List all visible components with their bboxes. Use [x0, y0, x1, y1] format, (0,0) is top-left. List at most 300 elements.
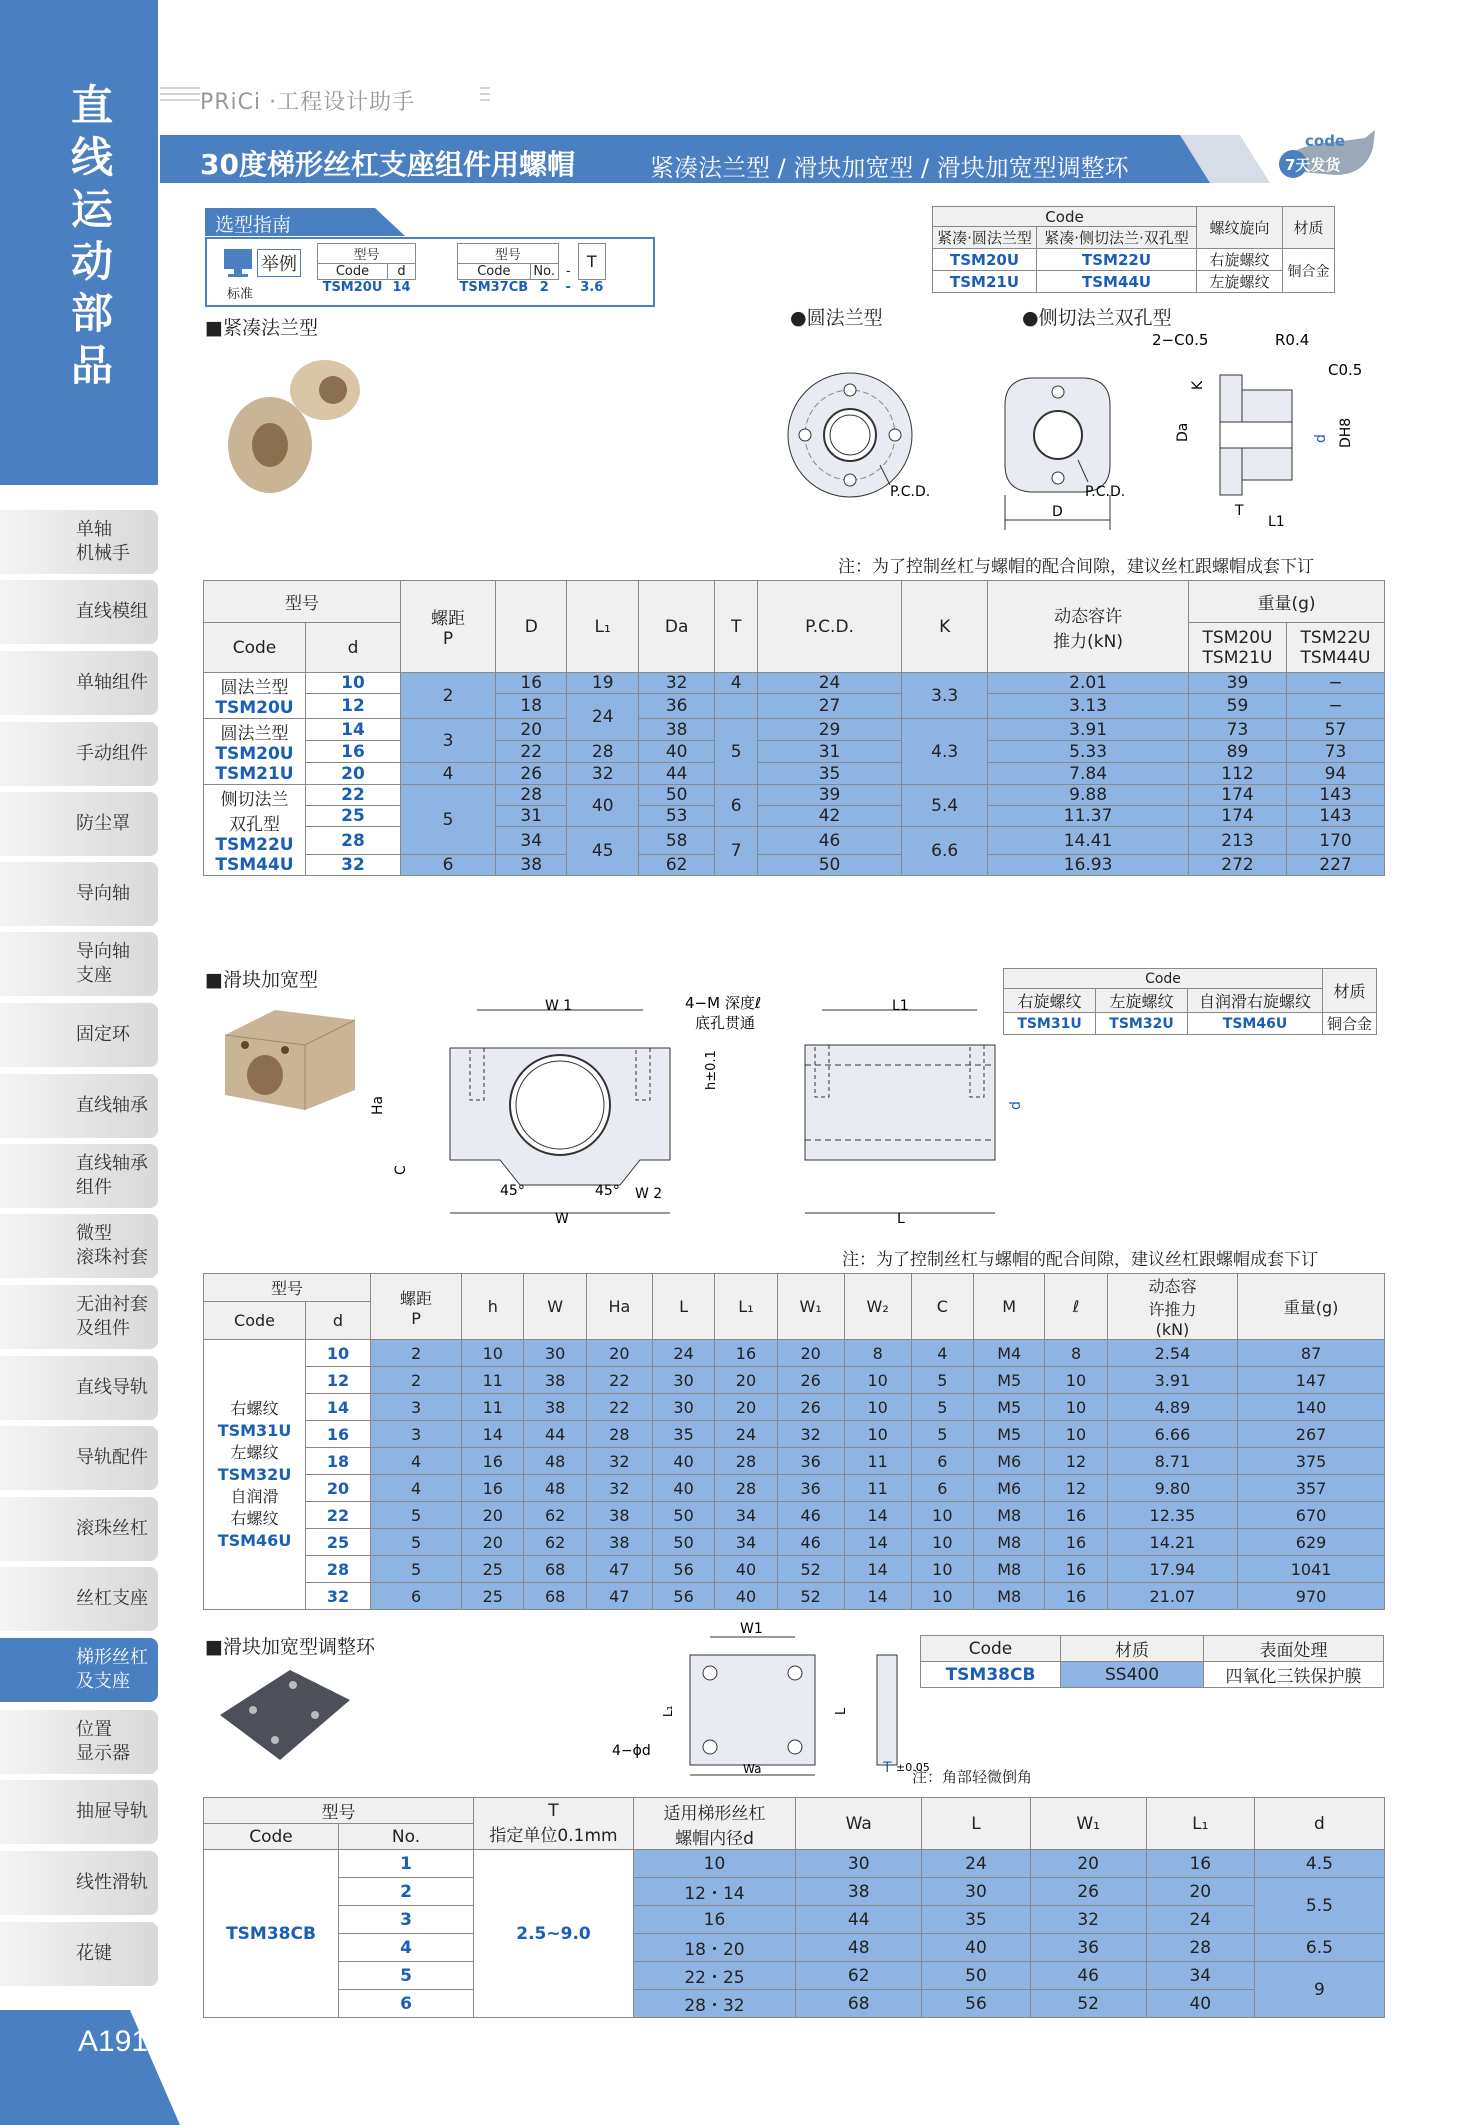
code-table-flange: Code 螺纹旋向 材质 紧凑·圆法兰型 紧凑·侧切法兰·双孔型 TSM20U TSM22U 右旋螺纹 铜合金 TSM21U TSM44U 左旋螺纹 — [932, 206, 1335, 293]
table-cell: 73 — [1287, 741, 1385, 763]
table-cell: 40 — [652, 1448, 714, 1475]
table-cell: 40 — [715, 1556, 777, 1583]
dim-W1c: W1 — [740, 1621, 763, 1637]
table-cell: 89 — [1189, 741, 1287, 763]
monitor-icon — [222, 247, 254, 279]
table-cell: 11 — [462, 1394, 524, 1421]
table-row — [204, 1529, 1385, 1556]
guide-example: 举例 — [257, 249, 301, 277]
table-cell: 36 — [638, 694, 715, 719]
table-cell: 32 — [777, 1421, 844, 1448]
table-cell: 3.3 — [902, 673, 988, 719]
table-cell: 20 — [306, 763, 401, 785]
table-cell: 45 — [567, 827, 638, 876]
table-cell: 44 — [638, 763, 715, 785]
table-cell: 10 — [911, 1502, 973, 1529]
table-cell: 30 — [652, 1394, 714, 1421]
table-cell: 16 — [462, 1475, 524, 1502]
table-row — [204, 855, 1385, 876]
table-cell: 6 — [715, 785, 757, 827]
table-cell: 20 — [1146, 1878, 1254, 1906]
table-row — [204, 1556, 1385, 1583]
table-cell: Code — [204, 1301, 306, 1339]
dim-d: d — [1313, 434, 1329, 443]
table-cell: M4 — [974, 1340, 1045, 1367]
table-cell: 16 — [496, 673, 567, 694]
guide-example-1: 型号 Code d TSM20U 14 — [317, 243, 416, 295]
table-cell: 5 — [371, 1556, 462, 1583]
table-cell: No. — [339, 1824, 474, 1850]
table-row — [204, 1990, 1385, 2018]
table-cell: 14.21 — [1107, 1529, 1237, 1556]
table-cell: 10 — [634, 1850, 796, 1878]
table-cell: 20 — [586, 1340, 652, 1367]
table-cell: W₂ — [844, 1274, 911, 1340]
dim-L1: L1 — [1268, 514, 1285, 530]
table-cell: 16.93 — [988, 855, 1189, 876]
table-cell: 68 — [796, 1990, 922, 2018]
table-cell: Code — [204, 1824, 339, 1850]
table-cell: 圆法兰型 TSM20U TSM21U — [204, 719, 306, 785]
table-cell: d — [1254, 1798, 1384, 1850]
table-cell: 5 — [371, 1502, 462, 1529]
table-cell: 31 — [496, 806, 567, 827]
table-cell: 34 — [715, 1502, 777, 1529]
table-cell: 38 — [796, 1878, 922, 1906]
table-cell: 48 — [524, 1475, 586, 1502]
table-cell: 型号 — [204, 1798, 474, 1824]
table-cell: L₁ — [1146, 1798, 1254, 1850]
table-cell: 16 — [306, 1421, 371, 1448]
table-cell: 6 — [401, 855, 496, 876]
table-cell: 1041 — [1238, 1556, 1385, 1583]
table-cell: 32 — [586, 1475, 652, 1502]
dim-W1: W 1 — [545, 998, 573, 1014]
table-cell: 10 — [844, 1394, 911, 1421]
table-cell: 34 — [496, 827, 567, 855]
table-cell: 16 — [1045, 1583, 1107, 1610]
table-cell: 3 — [339, 1906, 474, 1934]
table-cell: 2 — [339, 1878, 474, 1906]
table-cell: 20 — [306, 1475, 371, 1502]
table-cell: 16 — [634, 1906, 796, 1934]
table-cell: M5 — [974, 1367, 1045, 1394]
table-cell: 375 — [1238, 1448, 1385, 1475]
sidebar-title: 直线运动部品 — [70, 81, 113, 390]
table-cell: 6 — [339, 1990, 474, 2018]
sidebar-item[interactable]: 直线轴承 组件 — [0, 1144, 158, 1208]
table-cell: W₁ — [777, 1274, 844, 1340]
table-cell: 适用梯形丝杠 螺帽内径d — [634, 1798, 796, 1850]
table-cell: 动态容 许推力 (kN) — [1107, 1274, 1237, 1340]
table-cell: 3.91 — [988, 719, 1189, 741]
table-cell: 50 — [652, 1529, 714, 1556]
table-cell: 22 — [306, 1502, 371, 1529]
sidebar-item[interactable]: 固定环 — [0, 1003, 158, 1067]
adjust-ring-drawing — [600, 1615, 930, 1795]
table-cell: 36 — [1030, 1934, 1146, 1962]
table-cell: 44 — [524, 1421, 586, 1448]
table-cell: 16 — [1045, 1529, 1107, 1556]
table-row — [204, 673, 1385, 694]
table-cell: 14 — [306, 719, 401, 741]
sidebar-item[interactable]: 直线模组 — [0, 580, 158, 644]
table-cell: Code — [204, 623, 306, 673]
dim-Tc: T — [883, 1760, 892, 1776]
sidebar-item[interactable]: 位置 显示器 — [0, 1710, 158, 1774]
table-cell: 11 — [844, 1475, 911, 1502]
table-cell: 25 — [306, 806, 401, 827]
phid-label: 4−ϕd — [612, 1743, 651, 1759]
table-cell: M5 — [974, 1421, 1045, 1448]
badge-code: code — [1305, 132, 1346, 150]
table-cell: T 指定单位0.1mm — [474, 1798, 634, 1850]
table-cell: 35 — [922, 1906, 1030, 1934]
c05-label-b: C0.5 — [1328, 361, 1363, 379]
table-cell: 25 — [306, 1529, 371, 1556]
table-cell: 2 — [371, 1367, 462, 1394]
table-cell: 4 — [371, 1475, 462, 1502]
note-3: 注：角部轻微倒角 — [912, 1768, 1033, 1786]
table-cell: L₁ — [715, 1274, 777, 1340]
table-cell: 28 — [567, 741, 638, 763]
table-cell: 型号 — [204, 581, 401, 623]
table-cell: 2 — [371, 1340, 462, 1367]
table-cell: 6.6 — [902, 827, 988, 876]
table-cell: 40 — [1146, 1990, 1254, 2018]
table-cell: 357 — [1238, 1475, 1385, 1502]
table-row — [204, 1583, 1385, 1610]
table-cell: 25 — [462, 1556, 524, 1583]
table-cell: 38 — [638, 719, 715, 741]
table-cell: 9.88 — [988, 785, 1189, 806]
angle-2: 45° — [595, 1183, 620, 1199]
dim-L1c: L₁ — [661, 1705, 675, 1717]
table-cell: 32 — [567, 763, 638, 785]
table-cell: 670 — [1238, 1502, 1385, 1529]
sidebar-item[interactable]: 单轴 机械手 — [0, 510, 158, 574]
table-row — [204, 806, 1385, 827]
table-row — [204, 785, 1385, 806]
table-cell: 螺距 P — [371, 1274, 462, 1340]
section-compact-flange: ■紧凑法兰型 — [205, 317, 318, 339]
table-cell: 35 — [757, 763, 901, 785]
badge-days: 7天发货 — [1285, 156, 1341, 174]
sidebar-item[interactable]: 防尘罩 — [0, 792, 158, 856]
table-cell: L₁ — [567, 581, 638, 673]
table-cell: 20 — [715, 1394, 777, 1421]
table-cell: 56 — [652, 1583, 714, 1610]
sidebar-item[interactable]: 丝杠支座 — [0, 1567, 158, 1631]
sidebar-item[interactable]: 手动组件 — [0, 722, 158, 786]
table-cell: − — [1287, 694, 1385, 719]
table-cell: TSM20U TSM21U — [1189, 623, 1287, 673]
table-cell: 28 — [496, 785, 567, 806]
table-cell: 10 — [911, 1529, 973, 1556]
table-cell: 侧切法兰 双孔型 TSM22U TSM44U — [204, 785, 306, 876]
table-cell: 14.41 — [988, 827, 1189, 855]
dim-DH8: DH8 — [1338, 417, 1354, 448]
table-cell: 47 — [586, 1583, 652, 1610]
table-cell: 6 — [371, 1583, 462, 1610]
table-cell: 10 — [844, 1421, 911, 1448]
table-cell: M8 — [974, 1583, 1045, 1610]
table-cell: 30 — [796, 1850, 922, 1878]
table-cell: 动态容许 推力(kN) — [988, 581, 1189, 673]
sidebar-item[interactable]: 导向轴 — [0, 862, 158, 926]
table-cell: 143 — [1287, 806, 1385, 827]
sidebar-item[interactable]: 单轴组件 — [0, 651, 158, 715]
table-cell: 12 — [1045, 1448, 1107, 1475]
table-cell: 50 — [638, 785, 715, 806]
table-cell: Ha — [586, 1274, 652, 1340]
table-cell: 12.35 — [1107, 1502, 1237, 1529]
table-cell: 26 — [777, 1367, 844, 1394]
table-cell: 18・20 — [634, 1934, 796, 1962]
table-cell: 40 — [922, 1934, 1030, 1962]
table-cell: 28 — [306, 1556, 371, 1583]
table-cell: 62 — [638, 855, 715, 876]
table-cell: 143 — [1287, 785, 1385, 806]
guide-std: 标准 — [227, 287, 254, 302]
table-cell: 68 — [524, 1556, 586, 1583]
section-slider: ■滑块加宽型 — [205, 969, 318, 991]
table-cell: 38 — [524, 1394, 586, 1421]
table-cell: 14 — [844, 1502, 911, 1529]
sidebar-item[interactable]: 无油衬套 及组件 — [0, 1285, 158, 1349]
page-title: 30度梯形丝杠支座组件用螺帽 — [200, 148, 575, 181]
table-cell: 11.37 — [988, 806, 1189, 827]
table-cell: 47 — [586, 1556, 652, 1583]
table-cell: 14 — [306, 1394, 371, 1421]
table-cell: 11 — [844, 1448, 911, 1475]
table-cell: TSM22U TSM44U — [1287, 623, 1385, 673]
table-cell: 39 — [757, 785, 901, 806]
table-cell: 9.80 — [1107, 1475, 1237, 1502]
table-cell: 34 — [1146, 1962, 1254, 1990]
table-header — [204, 1274, 1385, 1302]
sidebar-item[interactable]: 直线轴承 — [0, 1074, 158, 1138]
table-cell: 30 — [524, 1340, 586, 1367]
table-cell: 10 — [1045, 1421, 1107, 1448]
table-cell: 5.4 — [902, 785, 988, 827]
table-cell: 10 — [844, 1367, 911, 1394]
guide-box — [205, 237, 655, 307]
table-cell: d — [306, 623, 401, 673]
code-table-ring: Code 材质 表面处理 TSM38CB SS400 四氧化三铁保护膜 — [920, 1635, 1384, 1688]
table-cell: 112 — [1189, 763, 1287, 785]
table-cell: 24 — [1146, 1906, 1254, 1934]
table-cell: 5 — [339, 1962, 474, 1990]
table-cell: 32 — [306, 1583, 371, 1610]
table-cell: 10 — [1045, 1394, 1107, 1421]
table-cell: ℓ — [1045, 1274, 1107, 1340]
table-cell: 14 — [844, 1529, 911, 1556]
table-cell: 170 — [1287, 827, 1385, 855]
table-cell: 174 — [1189, 785, 1287, 806]
table-cell: W — [524, 1274, 586, 1340]
table-cell: 16 — [462, 1448, 524, 1475]
sidebar-item[interactable]: 导向轴 支座 — [0, 932, 158, 996]
dim-W2: W 2 — [635, 1186, 663, 1202]
table-cell: 12 — [306, 694, 401, 719]
flange-nut-photo — [215, 345, 375, 505]
table-cell: 5 — [911, 1421, 973, 1448]
table-cell: 40 — [652, 1475, 714, 1502]
dim-h: h±0.1 — [704, 1050, 719, 1090]
brand-text: PRiCi ·工程设计助手 — [200, 90, 416, 115]
guide-example-2: 型号 T Code No. - TSM37CB 2 - 3.6 — [457, 243, 606, 295]
table-cell: 3 — [401, 719, 496, 763]
slider-drawings — [360, 980, 1060, 1230]
table-cell: 12 — [306, 1367, 371, 1394]
table-cell: TSM38CB — [204, 1850, 339, 2018]
table-cell: 18 — [306, 1448, 371, 1475]
table-cell: 39 — [1189, 673, 1287, 694]
dim-Lc: L — [834, 1707, 849, 1715]
table-cell: T — [715, 581, 757, 673]
m-depth: 4−M 深度ℓ — [685, 994, 762, 1012]
table-cell: 20 — [462, 1502, 524, 1529]
table-cell: 28・32 — [634, 1990, 796, 2018]
table-row — [204, 694, 1385, 719]
note-2: 注：为了控制丝杠与螺帽的配合间隙，建议丝杠跟螺帽成套下订 — [842, 1250, 1318, 1270]
sidebar-item[interactable]: 微型 滚珠衬套 — [0, 1214, 158, 1278]
table-cell: 10 — [911, 1556, 973, 1583]
table-cell: 7 — [715, 827, 757, 876]
table-cell: 14 — [844, 1556, 911, 1583]
table-cell: 28 — [1146, 1934, 1254, 1962]
table-cell: L — [652, 1274, 714, 1340]
table-cell: 16 — [306, 741, 401, 763]
table-cell: 24 — [715, 1421, 777, 1448]
table-cell: 629 — [1238, 1529, 1385, 1556]
table-cell: 14 — [462, 1421, 524, 1448]
dim-D: D — [1052, 504, 1063, 520]
table-cell: 17.94 — [1107, 1556, 1237, 1583]
table-cell: 3 — [371, 1421, 462, 1448]
table-row — [204, 1850, 1385, 1878]
table-cell: 32 — [1030, 1906, 1146, 1934]
table-cell: 147 — [1238, 1367, 1385, 1394]
table-cell: 4 — [401, 763, 496, 785]
table-cell: 4.3 — [902, 719, 988, 785]
dim-L1b: L1 — [892, 998, 909, 1014]
table-cell: 272 — [1189, 855, 1287, 876]
table-cell: 24 — [652, 1340, 714, 1367]
table-cell: 59 — [1189, 694, 1287, 719]
table-cell: 213 — [1189, 827, 1287, 855]
table-cell: 40 — [638, 741, 715, 763]
dim-K: K — [1190, 380, 1206, 390]
table-cell: M8 — [974, 1529, 1045, 1556]
table-cell: 重量(g) — [1189, 581, 1385, 623]
table-cell: 52 — [777, 1556, 844, 1583]
spec-table-slider — [203, 1273, 1385, 1610]
table-cell: 12 — [1045, 1475, 1107, 1502]
table-cell: 29 — [757, 719, 901, 741]
table-cell: 11 — [462, 1367, 524, 1394]
sidebar-item[interactable]: 梯形丝杠 及支座 — [0, 1638, 158, 1702]
table-cell: 16 — [1045, 1556, 1107, 1583]
table-cell: 9 — [1254, 1962, 1384, 2018]
sidebar-item[interactable]: 线性滑轨 — [0, 1851, 158, 1915]
table-cell: 3.13 — [988, 694, 1189, 719]
table-cell: 4 — [911, 1340, 973, 1367]
table-cell: 62 — [524, 1502, 586, 1529]
table-cell: 46 — [1030, 1962, 1146, 1990]
note-1: 注：为了控制丝杠与螺帽的配合间隙，建议丝杠跟螺帽成套下订 — [838, 557, 1314, 577]
table-row — [204, 1367, 1385, 1394]
table-cell: 10 — [1045, 1367, 1107, 1394]
table-cell: 20 — [496, 719, 567, 741]
table-cell: 46 — [777, 1502, 844, 1529]
table-row — [204, 1421, 1385, 1448]
table-cell: 1 — [339, 1850, 474, 1878]
table-cell: 46 — [757, 827, 901, 855]
table-cell: 38 — [496, 855, 567, 876]
table-cell: 62 — [796, 1962, 922, 1990]
pcd-label-1: P.C.D. — [890, 484, 931, 500]
table-cell: 267 — [1238, 1421, 1385, 1448]
table-cell: 34 — [715, 1529, 777, 1556]
table-cell: 26 — [496, 763, 567, 785]
table-cell: 27 — [757, 694, 901, 719]
sidebar-item[interactable]: 花键 — [0, 1922, 158, 1986]
table-cell: 10 — [306, 1340, 371, 1367]
table-cell: W₁ — [1030, 1798, 1146, 1850]
m-through: 底孔贯通 — [695, 1014, 756, 1032]
dim-d2: d — [1008, 1101, 1024, 1110]
table-cell — [715, 694, 757, 719]
table-cell: 50 — [757, 855, 901, 876]
table-cell: 57 — [1287, 719, 1385, 741]
table-cell: 8 — [1045, 1340, 1107, 1367]
table-cell: 型号 — [204, 1274, 371, 1302]
table-row — [204, 1962, 1385, 1990]
table-row — [204, 1878, 1385, 1906]
table-cell: 19 — [567, 673, 638, 694]
sidebar-item[interactable]: 滚珠丝杠 — [0, 1497, 158, 1561]
table-cell: 右螺纹 TSM31U 左螺纹 TSM32U 自润滑 右螺纹 TSM46U — [204, 1340, 306, 1610]
table-cell: 5.5 — [1254, 1878, 1384, 1934]
table-cell: 46 — [777, 1529, 844, 1556]
table-row — [204, 1934, 1385, 1962]
table-cell: 螺距 P — [401, 581, 496, 673]
code-table-slider: Code 材质 右旋螺纹 左旋螺纹 自润滑右旋螺纹 TSM31U TSM32U TSM46U 铜合金 — [1003, 968, 1377, 1035]
sidebar-item[interactable]: 抽屉导轨 — [0, 1780, 158, 1844]
table-cell: 56 — [652, 1556, 714, 1583]
table-cell: 16 — [715, 1340, 777, 1367]
table-cell: 44 — [796, 1906, 922, 1934]
table-cell: 970 — [1238, 1583, 1385, 1610]
table-cell: 10 — [462, 1340, 524, 1367]
table-cell: 4 — [339, 1934, 474, 1962]
sidebar-item[interactable]: 导轨配件 — [0, 1426, 158, 1490]
table-cell: 48 — [524, 1448, 586, 1475]
sidebar-item[interactable]: 直线导轨 — [0, 1356, 158, 1420]
table-cell: 4 — [715, 673, 757, 694]
spec-table-flange — [203, 580, 1385, 876]
table-cell: 38 — [586, 1502, 652, 1529]
table-cell: 4 — [371, 1448, 462, 1475]
table-cell: 3 — [371, 1394, 462, 1421]
guide-title: 选型指南 — [215, 214, 292, 236]
table-cell: 26 — [1030, 1878, 1146, 1906]
table-cell: 24 — [567, 694, 638, 741]
side-cut-label: ●侧切法兰双孔型 — [1022, 307, 1172, 329]
table-row — [204, 1906, 1385, 1934]
